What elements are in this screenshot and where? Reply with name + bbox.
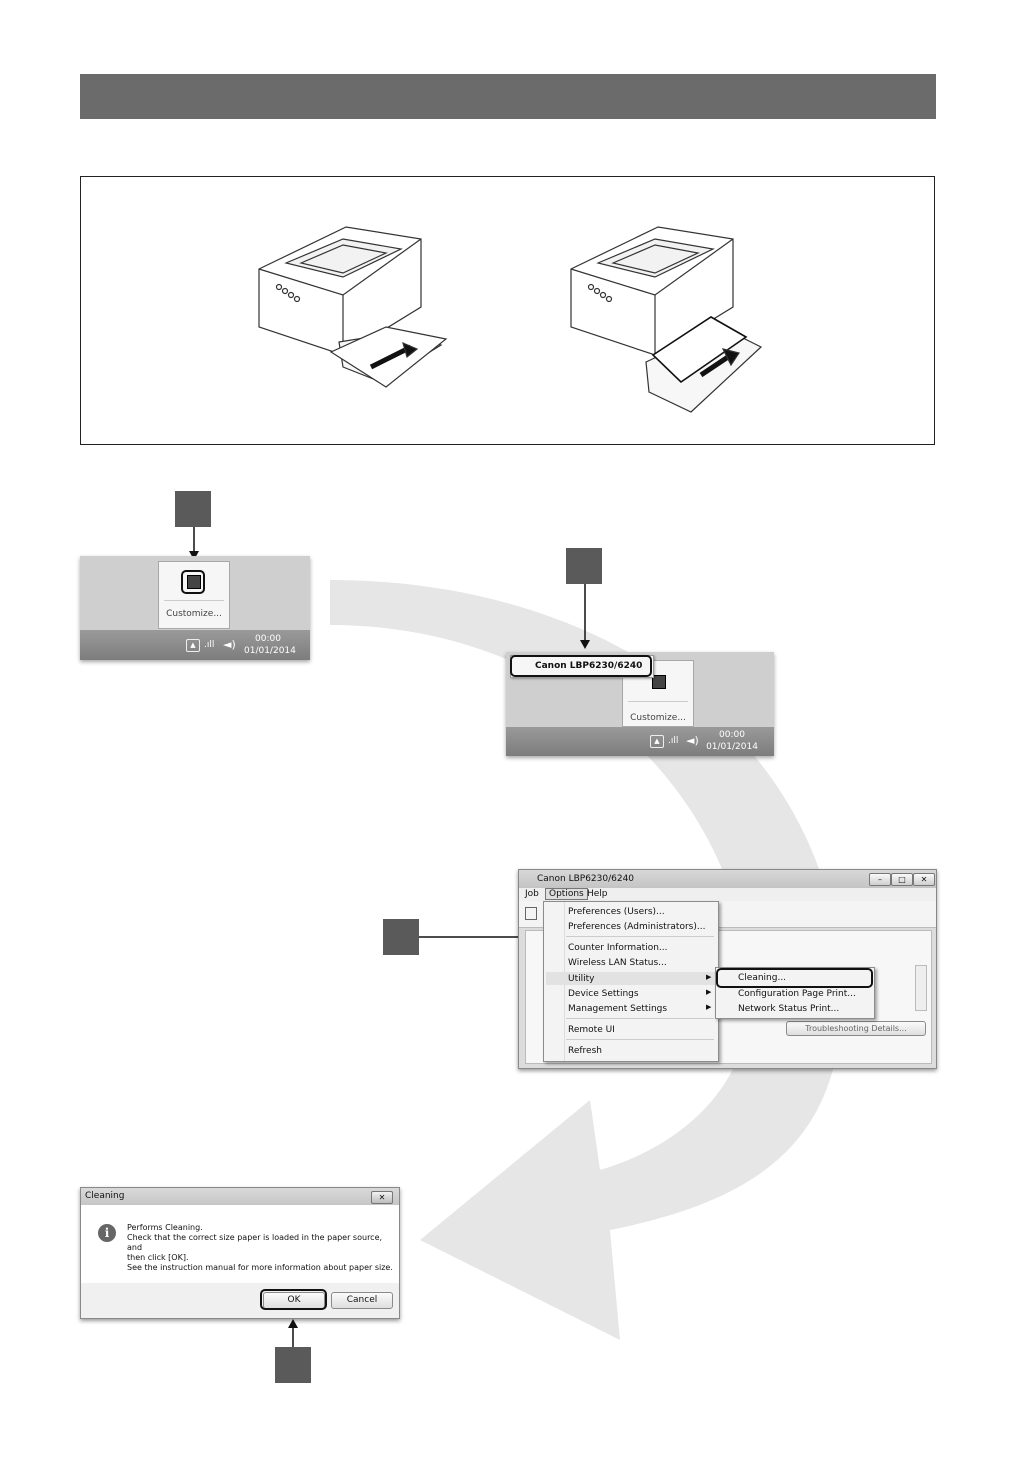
options-dropdown-menu — [543, 901, 719, 1062]
customize-link[interactable]: Customize... — [166, 609, 222, 619]
step-marker-1 — [175, 491, 211, 527]
network-icon: .ıll — [668, 736, 679, 746]
menu-item-configuration-page-print[interactable]: Configuration Page Print... — [738, 989, 856, 999]
network-icon: .ıll — [204, 640, 215, 650]
cancel-button[interactable]: Cancel — [331, 1292, 393, 1309]
menu-job[interactable]: Job — [525, 889, 539, 899]
menu-item-preferences-users[interactable]: Preferences (Users)... — [568, 907, 665, 917]
step-marker-3 — [383, 919, 419, 955]
dialog-title: Cleaning — [85, 1191, 125, 1201]
menu-item-network-status-print[interactable]: Network Status Print... — [738, 1004, 840, 1014]
printer-status-icon[interactable] — [652, 675, 666, 689]
section-header-bar — [80, 74, 936, 119]
submenu-arrow-icon: ▶ — [706, 1003, 712, 1011]
menu-item-counter-information[interactable]: Counter Information... — [568, 943, 668, 953]
popup-divider — [164, 600, 224, 601]
tray-screenshot-1 — [80, 556, 310, 660]
menu-item-device-settings[interactable]: Device Settings — [568, 989, 639, 999]
message-line: then click [OK]. — [127, 1253, 189, 1262]
window-title: Canon LBP6230/6240 — [537, 874, 635, 884]
maximize-button[interactable]: □ — [891, 873, 913, 886]
menu-options[interactable]: Options — [545, 888, 588, 900]
volume-icon[interactable]: ◄) — [686, 734, 699, 747]
clock-date: 01/01/2014 — [706, 742, 758, 752]
highlight-frame — [260, 1289, 327, 1310]
step-marker-4 — [275, 1347, 311, 1383]
printer-menu-item[interactable]: Canon LBP6230/6240 — [535, 661, 643, 671]
tray-overflow-popup — [158, 561, 230, 629]
printer-status-icon[interactable] — [187, 575, 201, 589]
volume-icon[interactable]: ◄) — [223, 638, 236, 651]
clock-date: 01/01/2014 — [244, 646, 296, 656]
submenu-arrow-icon: ▶ — [706, 988, 712, 996]
menu-separator — [566, 1039, 714, 1040]
step-marker-2 — [566, 548, 602, 584]
customize-link[interactable]: Customize... — [630, 713, 686, 723]
arrow-down-icon — [578, 584, 592, 650]
message-line: Check that the correct size paper is loaded in the paper source, and — [127, 1233, 383, 1252]
taskbar — [506, 727, 774, 756]
popup-divider — [628, 701, 688, 702]
menu-separator — [566, 936, 714, 937]
clock-time: 00:00 — [255, 634, 281, 644]
close-button[interactable]: ✕ — [913, 873, 935, 886]
highlight-frame — [716, 968, 873, 988]
menu-item-preferences-admin[interactable]: Preferences (Administrators)... — [568, 922, 706, 932]
minimize-button[interactable]: – — [869, 873, 891, 886]
paper-loading-figure — [80, 176, 935, 445]
menubar — [519, 888, 936, 901]
clock-time: 00:00 — [719, 730, 745, 740]
cleaning-dialog — [80, 1187, 400, 1319]
menu-item-cleaning[interactable]: Cleaning... — [738, 973, 787, 983]
menu-item-utility[interactable]: Utility — [568, 974, 595, 984]
menu-item-management-settings[interactable]: Management Settings — [568, 1004, 668, 1014]
menu-separator — [566, 1018, 714, 1019]
menu-item-remote-ui[interactable]: Remote UI — [568, 1025, 615, 1035]
menu-help[interactable]: Help — [587, 889, 608, 899]
scrollbar[interactable] — [915, 965, 927, 1011]
menu-item-wireless-lan-status[interactable]: Wireless LAN Status... — [568, 958, 667, 968]
printer-illustration-cassette — [571, 227, 761, 412]
tray-screenshot-2 — [506, 652, 774, 756]
menu-item-refresh[interactable]: Refresh — [568, 1046, 602, 1056]
show-hidden-icons-button[interactable]: ▲ — [650, 735, 664, 748]
message-line: See the instruction manual for more information about paper size. — [127, 1263, 393, 1272]
dialog-message — [127, 1223, 393, 1273]
ok-button[interactable]: OK — [263, 1292, 325, 1309]
toolbar-list-icon[interactable] — [525, 907, 537, 920]
highlight-frame — [510, 655, 652, 677]
taskbar — [80, 630, 310, 660]
dialog-titlebar — [81, 1188, 399, 1205]
troubleshooting-details-button[interactable]: Troubleshooting Details... — [786, 1021, 926, 1036]
close-button[interactable]: ✕ — [371, 1191, 393, 1204]
printer-illustration-manual-feed — [259, 227, 446, 387]
dialog-body — [81, 1205, 399, 1283]
message-line: Performs Cleaning. — [127, 1223, 203, 1232]
show-hidden-icons-button[interactable]: ▲ — [186, 639, 200, 652]
window-titlebar — [519, 870, 936, 888]
printer-status-window — [518, 869, 937, 1069]
arrow-up-icon — [286, 1318, 300, 1348]
info-icon: i — [98, 1224, 116, 1242]
submenu-arrow-icon: ▶ — [706, 973, 712, 981]
printer-illustrations — [81, 177, 936, 446]
